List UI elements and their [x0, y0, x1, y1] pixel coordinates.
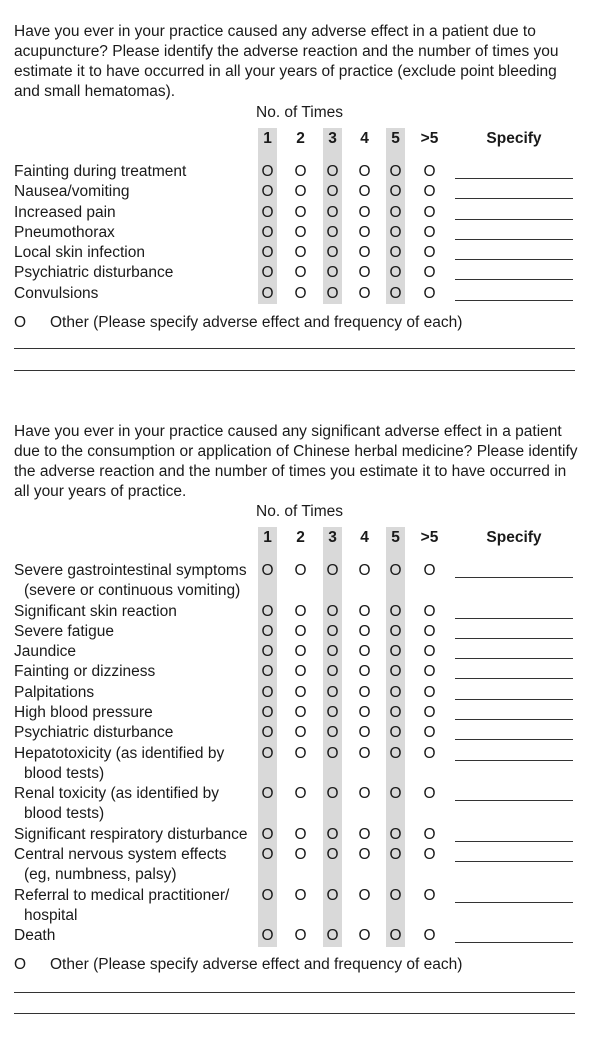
- frequency-option-2[interactable]: O: [294, 284, 307, 302]
- herbal-rows: [0, 561, 590, 947]
- frequency-option-6[interactable]: O: [423, 562, 436, 579]
- frequency-option-1[interactable]: O: [261, 724, 274, 742]
- row-label-line: Convulsions: [14, 284, 99, 302]
- frequency-option-2[interactable]: O: [294, 744, 307, 762]
- frequency-option-2[interactable]: O: [294, 602, 307, 620]
- acupuncture-row-label: [14, 182, 254, 202]
- frequency-option-2[interactable]: O: [294, 203, 307, 221]
- frequency-option-2[interactable]: O: [294, 264, 307, 282]
- frequency-option-1[interactable]: O: [261, 886, 274, 904]
- row-label-line: Nausea/vomiting: [14, 183, 130, 201]
- frequency-option-3[interactable]: O: [326, 643, 339, 661]
- column-header-3: 3: [328, 130, 337, 147]
- acupuncture-other-line-1[interactable]: [14, 348, 575, 349]
- herbal-row-label: [14, 602, 254, 622]
- acupuncture-rows: [0, 162, 590, 304]
- frequency-option-6[interactable]: O: [423, 744, 436, 762]
- frequency-option-3[interactable]: O: [326, 663, 339, 681]
- specify-field[interactable]: [455, 719, 573, 720]
- frequency-option-2[interactable]: O: [294, 886, 307, 904]
- frequency-option-6[interactable]: O: [423, 927, 436, 945]
- frequency-option-5[interactable]: O: [389, 643, 402, 661]
- herbal-other-radio[interactable]: O: [14, 956, 27, 973]
- column-header-4: 4: [360, 130, 369, 147]
- frequency-option-5[interactable]: O: [389, 927, 402, 945]
- frequency-option-5[interactable]: O: [389, 744, 402, 762]
- herbal-row: [0, 703, 590, 723]
- frequency-option-5[interactable]: O: [389, 602, 402, 620]
- specify-field[interactable]: [455, 259, 573, 260]
- row-label-line: Pneumothorax: [14, 223, 115, 241]
- row-label-line: Referral to medical practitioner/: [14, 886, 230, 904]
- specify-field[interactable]: [455, 678, 573, 679]
- herbal-row: [0, 662, 590, 682]
- column-header-1: 1: [263, 529, 272, 546]
- frequency-option-5[interactable]: O: [389, 846, 402, 864]
- herbal-row: [0, 602, 590, 622]
- row-label-line: (eg, numbness, palsy): [24, 866, 177, 884]
- frequency-option-3[interactable]: O: [326, 704, 339, 722]
- specify-field[interactable]: [455, 219, 573, 220]
- herbal-row-label: [14, 825, 254, 845]
- frequency-option-2[interactable]: O: [294, 183, 307, 201]
- frequency-option-5[interactable]: O: [389, 562, 402, 579]
- frequency-option-2[interactable]: O: [294, 724, 307, 742]
- acupuncture-other-radio[interactable]: O: [14, 314, 27, 331]
- specify-header: Specify: [486, 529, 542, 546]
- frequency-option-4[interactable]: O: [358, 683, 371, 701]
- frequency-option-5[interactable]: O: [389, 264, 402, 282]
- frequency-option-1[interactable]: O: [261, 785, 274, 803]
- specify-field[interactable]: [455, 658, 573, 659]
- frequency-option-6[interactable]: O: [423, 663, 436, 681]
- frequency-option-2[interactable]: O: [294, 683, 307, 701]
- frequency-option-3[interactable]: O: [326, 223, 339, 241]
- column-header-5: 5: [391, 529, 400, 546]
- herbal-row-label: [14, 744, 254, 784]
- specify-field[interactable]: [455, 760, 573, 761]
- herbal-row: [0, 561, 590, 602]
- specify-field[interactable]: [455, 800, 573, 801]
- frequency-option-3[interactable]: O: [326, 683, 339, 701]
- frequency-option-2[interactable]: O: [294, 825, 307, 843]
- acupuncture-row: [0, 203, 590, 223]
- acupuncture-row-label: [14, 263, 254, 283]
- frequency-option-1[interactable]: O: [261, 683, 274, 701]
- acupuncture-question: Have you ever in your practice caused any adverse effect in a patient due to acupuncture? Please identify the adverse reaction and the number of times you estimate it to have occurred in all your years of practice (exclude point bleeding and small hematomas).: [14, 23, 559, 100]
- herbal-other-line-2[interactable]: [14, 1013, 575, 1014]
- frequency-option-1[interactable]: O: [261, 203, 274, 221]
- frequency-option-5[interactable]: O: [389, 886, 402, 904]
- row-label-line: Severe gastrointestinal symptoms: [14, 562, 247, 579]
- frequency-option-4[interactable]: O: [358, 886, 371, 904]
- frequency-option-4[interactable]: O: [358, 183, 371, 201]
- frequency-option-2[interactable]: O: [294, 927, 307, 945]
- frequency-option-1[interactable]: O: [261, 927, 274, 945]
- acupuncture-row-label: [14, 162, 254, 182]
- frequency-option-2[interactable]: O: [294, 846, 307, 864]
- frequency-option-1[interactable]: O: [261, 223, 274, 241]
- frequency-option-5[interactable]: O: [389, 622, 402, 640]
- herbal-row-label: [14, 703, 254, 723]
- specify-field[interactable]: [455, 239, 573, 240]
- specify-field[interactable]: [455, 638, 573, 639]
- frequency-option-4[interactable]: O: [358, 744, 371, 762]
- row-label-line: Significant skin reaction: [14, 602, 177, 620]
- row-label-line: blood tests): [24, 764, 105, 782]
- herbal-row-label: [14, 845, 254, 885]
- row-label-line: hospital: [24, 906, 78, 924]
- column-header-2: 2: [296, 130, 305, 147]
- frequency-option-4[interactable]: O: [358, 704, 371, 722]
- frequency-option-6[interactable]: O: [423, 203, 436, 221]
- frequency-option-4[interactable]: O: [358, 846, 371, 864]
- frequency-option-1[interactable]: O: [261, 622, 274, 640]
- frequency-option-5[interactable]: O: [389, 183, 402, 201]
- column-header-6: >5: [420, 130, 439, 147]
- frequency-option-6[interactable]: O: [423, 785, 436, 803]
- frequency-option-1[interactable]: O: [261, 562, 274, 579]
- row-label-line: Fainting during treatment: [14, 163, 187, 180]
- herbal-row-label: [14, 723, 254, 743]
- acupuncture-row: [0, 284, 590, 304]
- frequency-option-4[interactable]: O: [358, 724, 371, 742]
- frequency-option-4[interactable]: O: [358, 284, 371, 302]
- frequency-option-6[interactable]: O: [423, 284, 436, 302]
- herbal-other-line-1[interactable]: [14, 992, 575, 993]
- column-header-6: >5: [420, 529, 439, 546]
- frequency-option-5[interactable]: O: [389, 203, 402, 221]
- acupuncture-row: [0, 162, 590, 182]
- frequency-option-4[interactable]: O: [358, 244, 371, 262]
- frequency-option-6[interactable]: O: [423, 264, 436, 282]
- frequency-option-1[interactable]: O: [261, 264, 274, 282]
- frequency-option-4[interactable]: O: [358, 223, 371, 241]
- frequency-option-6[interactable]: O: [423, 163, 436, 180]
- herbal-medicine-question: Have you ever in your practice caused any significant adverse effect in a patient due to the consumption or application of Chinese herbal medicine? Please identify the adverse reaction and the number of times you estimate it to have occurred in all your years of practice.: [14, 423, 578, 500]
- acupuncture-row: [0, 182, 590, 202]
- herbal-row-label: [14, 642, 254, 662]
- specify-field[interactable]: [455, 279, 573, 280]
- frequency-option-3[interactable]: O: [326, 602, 339, 620]
- acupuncture-row-label: [14, 243, 254, 263]
- frequency-option-1[interactable]: O: [261, 284, 274, 302]
- row-label-line: Death: [14, 927, 56, 945]
- herbal-other-label: Other (Please specify adverse effect and frequency of each): [50, 956, 463, 973]
- frequency-option-3[interactable]: O: [326, 163, 339, 180]
- column-header-4: 4: [360, 529, 369, 546]
- row-label-line: Severe fatigue: [14, 622, 114, 640]
- frequency-option-6[interactable]: O: [423, 622, 436, 640]
- row-label-line: High blood pressure: [14, 704, 153, 722]
- specify-field[interactable]: [455, 861, 573, 862]
- frequency-option-5[interactable]: O: [389, 223, 402, 241]
- frequency-option-2[interactable]: O: [294, 223, 307, 241]
- frequency-option-2[interactable]: O: [294, 562, 307, 579]
- frequency-option-6[interactable]: O: [423, 244, 436, 262]
- frequency-option-5[interactable]: O: [389, 724, 402, 742]
- frequency-option-2[interactable]: O: [294, 622, 307, 640]
- frequency-option-2[interactable]: O: [294, 244, 307, 262]
- frequency-option-3[interactable]: O: [326, 183, 339, 201]
- herbal-row-label: [14, 662, 254, 682]
- herbal-other-option[interactable]: [14, 956, 462, 974]
- frequency-option-4[interactable]: O: [358, 203, 371, 221]
- herbal-row-label: [14, 683, 254, 703]
- frequency-option-6[interactable]: O: [423, 825, 436, 843]
- herbal-row-label: [14, 784, 254, 824]
- row-label-line: Jaundice: [14, 643, 77, 661]
- frequency-option-3[interactable]: O: [326, 264, 339, 282]
- herbal-row: [0, 845, 590, 886]
- frequency-option-4[interactable]: O: [358, 663, 371, 681]
- frequency-option-3[interactable]: O: [326, 284, 339, 302]
- acupuncture-other-label: Other (Please specify adverse effect and frequency of each): [50, 314, 463, 331]
- frequency-option-4[interactable]: O: [358, 622, 371, 640]
- frequency-option-3[interactable]: O: [326, 825, 339, 843]
- frequency-option-3[interactable]: O: [326, 244, 339, 262]
- specify-field[interactable]: [455, 841, 573, 842]
- frequency-option-3[interactable]: O: [326, 562, 339, 579]
- column-header-1: 1: [263, 130, 272, 147]
- specify-field[interactable]: [455, 577, 573, 578]
- frequency-option-5[interactable]: O: [389, 704, 402, 722]
- frequency-option-4[interactable]: O: [358, 785, 371, 803]
- specify-header: Specify: [486, 130, 542, 147]
- herbal-row: [0, 744, 590, 785]
- specify-field[interactable]: [455, 178, 573, 179]
- frequency-option-4[interactable]: O: [358, 602, 371, 620]
- acupuncture-row: [0, 263, 590, 283]
- row-label-line: Psychiatric disturbance: [14, 724, 174, 742]
- specify-field[interactable]: [455, 300, 573, 301]
- frequency-option-1[interactable]: O: [261, 744, 274, 762]
- frequency-option-1[interactable]: O: [261, 846, 274, 864]
- frequency-option-5[interactable]: O: [389, 163, 402, 180]
- herbal-row-label: [14, 622, 254, 642]
- frequency-option-6[interactable]: O: [423, 223, 436, 241]
- frequency-option-6[interactable]: O: [423, 683, 436, 701]
- row-label-line: Central nervous system effects: [14, 846, 227, 864]
- frequency-option-3[interactable]: O: [326, 927, 339, 945]
- herbal-row: [0, 886, 590, 927]
- frequency-option-1[interactable]: O: [261, 663, 274, 681]
- herbal-row-label: [14, 561, 254, 601]
- herbal-row: [0, 784, 590, 825]
- herbal-row: [0, 723, 590, 743]
- no-of-times-heading: No. of Times: [256, 104, 343, 121]
- row-label-line: Hepatotoxicity (as identified by: [14, 744, 225, 762]
- row-label-line: Renal toxicity (as identified by: [14, 785, 220, 803]
- acupuncture-row-label: [14, 203, 254, 223]
- frequency-option-4[interactable]: O: [358, 562, 371, 579]
- frequency-option-1[interactable]: O: [261, 825, 274, 843]
- frequency-option-4[interactable]: O: [358, 163, 371, 180]
- frequency-option-2[interactable]: O: [294, 785, 307, 803]
- frequency-option-5[interactable]: O: [389, 284, 402, 302]
- herbal-row: [0, 825, 590, 845]
- row-label-line: Increased pain: [14, 203, 116, 221]
- acupuncture-row-label: [14, 223, 254, 243]
- frequency-option-4[interactable]: O: [358, 643, 371, 661]
- row-label-line: Fainting or dizziness: [14, 663, 156, 681]
- frequency-option-5[interactable]: O: [389, 785, 402, 803]
- frequency-option-4[interactable]: O: [358, 264, 371, 282]
- acupuncture-row: [0, 243, 590, 263]
- frequency-option-1[interactable]: O: [261, 163, 274, 180]
- row-label-line: Palpitations: [14, 683, 95, 701]
- herbal-row: [0, 926, 590, 946]
- specify-field[interactable]: [455, 902, 573, 903]
- frequency-option-2[interactable]: O: [294, 663, 307, 681]
- herbal-row: [0, 642, 590, 662]
- frequency-option-3[interactable]: O: [326, 785, 339, 803]
- no-of-times-heading: No. of Times: [256, 503, 343, 520]
- frequency-option-4[interactable]: O: [358, 927, 371, 945]
- frequency-option-2[interactable]: O: [294, 163, 307, 180]
- frequency-option-4[interactable]: O: [358, 825, 371, 843]
- herbal-row-label: [14, 926, 254, 946]
- frequency-option-6[interactable]: O: [423, 183, 436, 201]
- herbal-row-label: [14, 886, 254, 926]
- frequency-option-1[interactable]: O: [261, 704, 274, 722]
- row-label-line: (severe or continuous vomiting): [24, 582, 241, 599]
- herbal-row: [0, 683, 590, 703]
- herbal-row: [0, 622, 590, 642]
- acupuncture-row: [0, 223, 590, 243]
- frequency-option-3[interactable]: O: [326, 744, 339, 762]
- acupuncture-row-label: [14, 284, 254, 304]
- frequency-option-5[interactable]: O: [389, 683, 402, 701]
- frequency-option-3[interactable]: O: [326, 622, 339, 640]
- frequency-option-6[interactable]: O: [423, 643, 436, 661]
- frequency-option-5[interactable]: O: [389, 663, 402, 681]
- frequency-option-1[interactable]: O: [261, 602, 274, 620]
- frequency-option-2[interactable]: O: [294, 704, 307, 722]
- frequency-option-5[interactable]: O: [389, 825, 402, 843]
- acupuncture-other-option[interactable]: [14, 314, 462, 332]
- specify-field[interactable]: [455, 198, 573, 199]
- frequency-option-3[interactable]: O: [326, 724, 339, 742]
- specify-field[interactable]: [455, 942, 573, 943]
- frequency-option-6[interactable]: O: [423, 704, 436, 722]
- acupuncture-other-line-2[interactable]: [14, 370, 575, 371]
- frequency-option-3[interactable]: O: [326, 886, 339, 904]
- frequency-option-1[interactable]: O: [261, 643, 274, 661]
- frequency-option-6[interactable]: O: [423, 846, 436, 864]
- column-header-2: 2: [296, 529, 305, 546]
- row-label-line: Local skin infection: [14, 244, 145, 262]
- row-label-line: blood tests): [24, 805, 105, 823]
- frequency-option-6[interactable]: O: [423, 724, 436, 742]
- frequency-option-3[interactable]: O: [326, 846, 339, 864]
- frequency-option-3[interactable]: O: [326, 203, 339, 221]
- row-label-line: Significant respiratory disturbance: [14, 825, 248, 843]
- column-header-5: 5: [391, 130, 400, 147]
- frequency-option-2[interactable]: O: [294, 643, 307, 661]
- row-label-line: Psychiatric disturbance: [14, 264, 174, 282]
- column-header-3: 3: [328, 529, 337, 546]
- frequency-option-6[interactable]: O: [423, 602, 436, 620]
- specify-field[interactable]: [455, 618, 573, 619]
- specify-field[interactable]: [455, 699, 573, 700]
- frequency-option-6[interactable]: O: [423, 886, 436, 904]
- specify-field[interactable]: [455, 739, 573, 740]
- frequency-option-5[interactable]: O: [389, 244, 402, 262]
- frequency-option-1[interactable]: O: [261, 244, 274, 262]
- frequency-option-1[interactable]: O: [261, 183, 274, 201]
